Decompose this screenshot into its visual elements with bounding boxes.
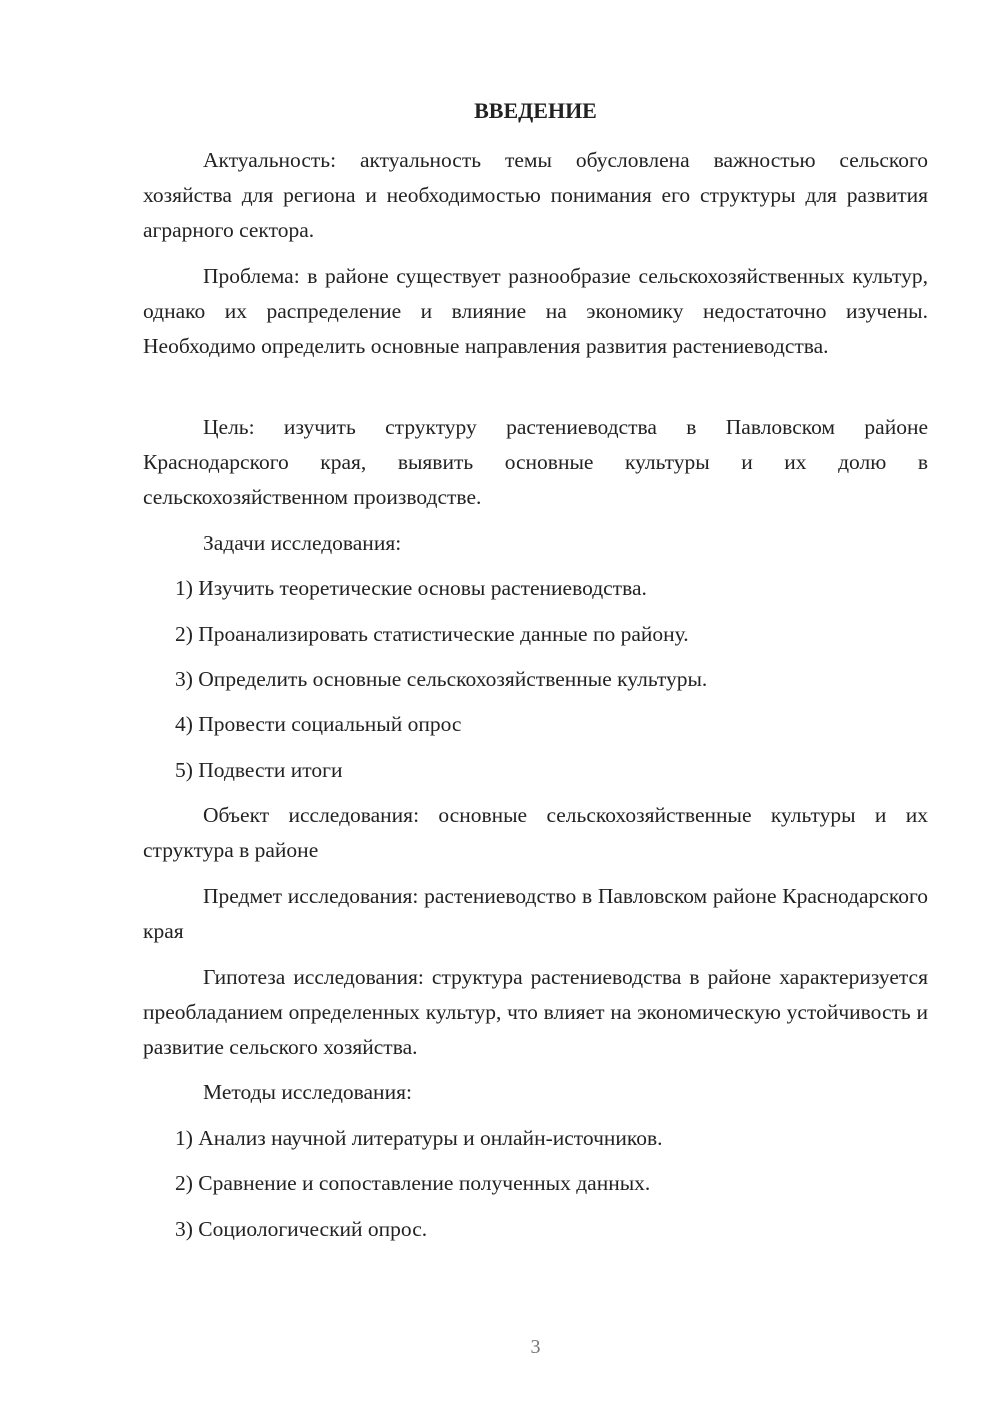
section-title: ВВЕДЕНИЕ [474,98,597,123]
list-item-task-5: 5) Подвести итоги [175,758,343,782]
list-item-task-4: 4) Провести социальный опрос [175,712,462,736]
list-item-method-1: 1) Анализ научной литературы и онлайн-источников. [175,1126,663,1150]
list-item-task-3: 3) Определить основные сельскохозяйственные культуры. [175,667,708,691]
paragraph-goal: Цель: изучить структуру растениеводства в Павловском районе Краснодарского края, выявить основные культуры и их долю в сельскохозяйственном производстве. [143,415,928,509]
list-item-task-2: 2) Проанализировать статистические данные по району. [175,622,689,646]
list-item-method-3: 3) Социологический опрос. [175,1217,428,1241]
paragraph-relevance: Актуальность: актуальность темы обусловлена важностью сельского хозяйства для региона и необходимостью понимания его структуры для развития аграрного сектора. [143,148,928,242]
list-item-task-1: 1) Изучить теоретические основы растениеводства. [175,576,647,600]
methods-heading: Методы исследования: [203,1080,412,1104]
list-item-method-2: 2) Сравнение и сопоставление полученных данных. [175,1171,651,1195]
paragraph-subject: Предмет исследования: растениеводство в Павловском районе Краснодарского края [143,884,928,943]
page-number: 3 [530,1336,541,1358]
paragraph-problem: Проблема: в районе существует разнообразие сельскохозяйственных культур, однако их распределение и влияние на экономику недостаточно изучены. Необходимо определить основные направления развития растениеводства. [143,264,928,358]
document-page [143,0,928,1414]
paragraph-hypothesis: Гипотеза исследования: структура растениеводства в районе характеризуется преобладанием определенных культур, что влияет на экономическую устойчивость и развитие сельского хозяйства. [143,965,928,1059]
paragraph-object: Объект исследования: основные сельскохозяйственные культуры и их структура в районе [143,803,928,862]
tasks-heading: Задачи исследования: [203,531,402,555]
